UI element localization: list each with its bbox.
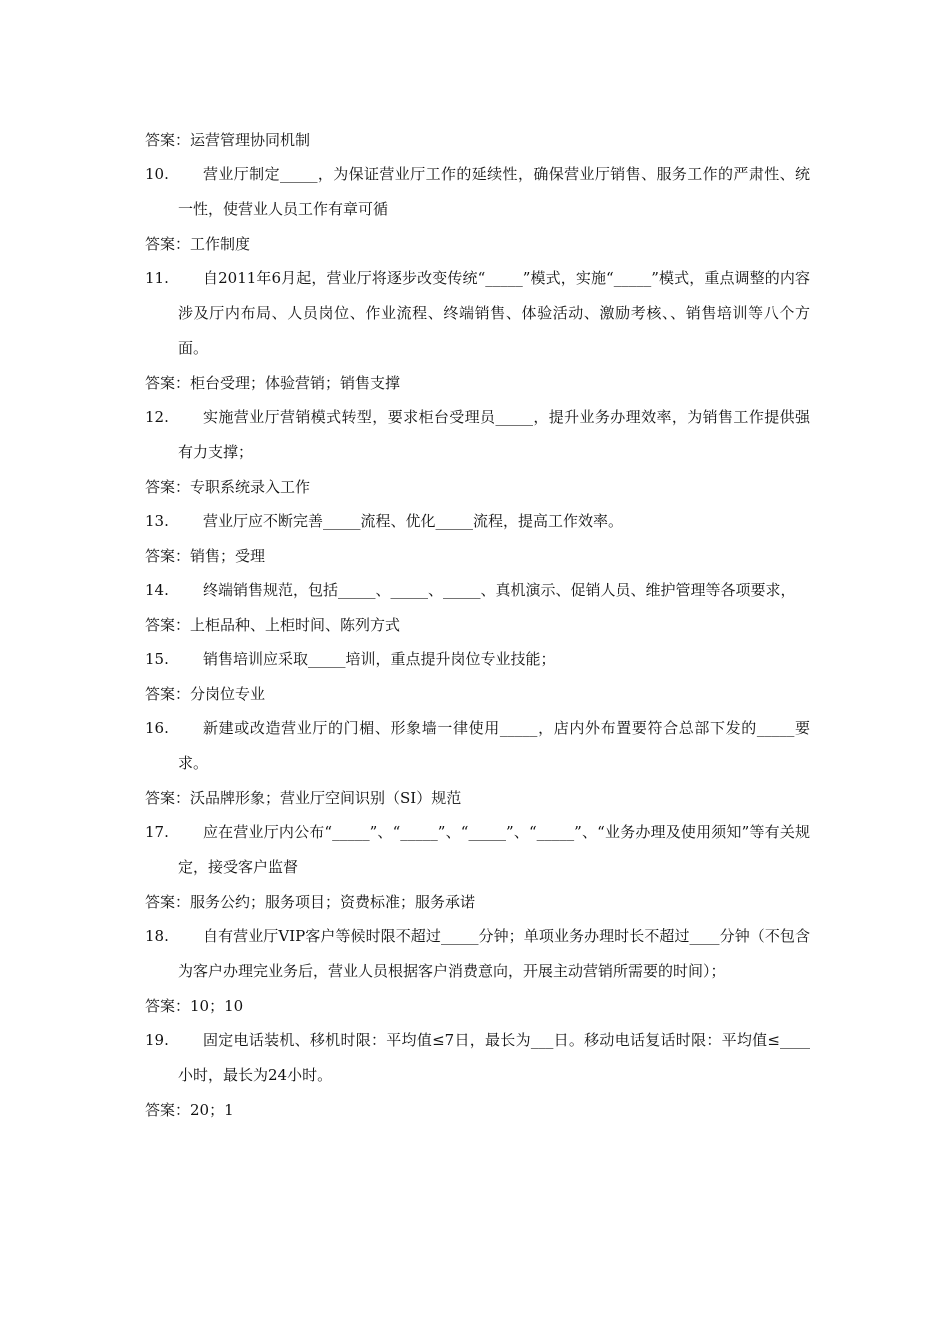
- answer-label: 答案：: [145, 235, 191, 253]
- answer-line: [145, 227, 810, 261]
- answer-text: 10；10: [190, 997, 244, 1015]
- question-number: 10.: [145, 165, 169, 183]
- question-number: 12.: [145, 408, 169, 426]
- answer-line: [145, 366, 810, 400]
- question-item: [145, 400, 810, 470]
- question-item: [145, 157, 810, 227]
- answer-text: 20；1: [190, 1101, 234, 1119]
- answer-line: [145, 989, 810, 1023]
- answer-label: 答案：: [145, 547, 191, 565]
- question-number: 11.: [145, 269, 169, 287]
- answer-text: 销售；受理: [190, 547, 266, 565]
- question-number: 15.: [145, 650, 169, 668]
- answer-text: 工作制度: [190, 235, 251, 253]
- answer-text: 分岗位专业: [190, 685, 266, 703]
- answer-line: [145, 885, 810, 919]
- answer-line: [145, 470, 810, 504]
- question-text: 新建或改造营业厅的门楣、形象墙一律使用_____，店内外布置要符合总部下发的_____要求。: [178, 719, 810, 772]
- question-item: [145, 919, 810, 989]
- document-content: [145, 123, 810, 1127]
- question-text: 固定电话装机、移机时限：平均值≤7日，最长为___日。移动电话复话时限：平均值≤____小时，最长为24小时。: [178, 1031, 810, 1084]
- question-number: 14.: [145, 581, 169, 599]
- question-item: [145, 1023, 810, 1093]
- answer-label: 答案：: [145, 1101, 191, 1119]
- answer-text: 运营管理协同机制: [190, 131, 311, 149]
- question-text: 营业厅制定_____，为保证营业厅工作的延续性，确保营业厅销售、服务工作的严肃性、统一性，使营业人员工作有章可循: [178, 165, 810, 218]
- question-item: [145, 711, 810, 781]
- answer-line: [145, 781, 810, 815]
- answer-label: 答案：: [145, 997, 191, 1015]
- question-text: 实施营业厅营销模式转型，要求柜台受理员_____，提升业务办理效率，为销售工作提供强有力支撑；: [178, 408, 810, 461]
- question-number: 16.: [145, 719, 169, 737]
- answer-line: [145, 1093, 810, 1127]
- answer-label: 答案：: [145, 131, 191, 149]
- question-text: 应在营业厅内公布“_____”、“_____”、“_____”、“_____”、“业务办理及使用须知”等有关规定，接受客户监督: [178, 823, 810, 876]
- answer-text: 柜台受理；体验营销；销售支撑: [190, 374, 401, 392]
- answer-label: 答案：: [145, 616, 191, 634]
- answer-text: 沃品牌形象；营业厅空间识别（SI）规范: [190, 789, 462, 807]
- question-item: [145, 504, 810, 539]
- answer-text: 上柜品种、上柜时间、陈列方式: [190, 616, 401, 634]
- question-item: [145, 573, 810, 608]
- answer-line: [145, 608, 810, 642]
- answer-label: 答案：: [145, 685, 191, 703]
- answer-line: [145, 677, 810, 711]
- question-text: 自2011年6月起，营业厅将逐步改变传统“_____”模式，实施“_____”模式，重点调整的内容涉及厅内布局、人员岗位、作业流程、终端销售、体验活动、激励考核、、销售培训等八个方面。: [178, 269, 810, 357]
- answer-line: [145, 539, 810, 573]
- answer-label: 答案：: [145, 789, 191, 807]
- question-item: [145, 261, 810, 366]
- question-number: 19.: [145, 1031, 169, 1049]
- question-item: [145, 815, 810, 885]
- question-item: [145, 642, 810, 677]
- question-text: 终端销售规范，包括_____、_____、_____、真机演示、促销人员、维护管理等各项要求，: [203, 581, 796, 599]
- question-number: 17.: [145, 823, 169, 841]
- answer-text: 专职系统录入工作: [190, 478, 311, 496]
- question-text: 自有营业厅VIP客户等候时限不超过_____分钟；单项业务办理时长不超过____分钟（不包含为客户办理完业务后，营业人员根据客户消费意向，开展主动营销所需要的时间）；: [178, 927, 810, 980]
- question-number: 13.: [145, 512, 169, 530]
- answer-label: 答案：: [145, 478, 191, 496]
- question-text: 销售培训应采取_____培训，重点提升岗位专业技能；: [203, 650, 556, 668]
- question-text: 营业厅应不断完善_____流程、优化_____流程，提高工作效率。: [203, 512, 624, 530]
- answer-text: 服务公约；服务项目；资费标准；服务承诺: [190, 893, 476, 911]
- question-number: 18.: [145, 927, 169, 945]
- answer-line: [145, 123, 810, 157]
- answer-label: 答案：: [145, 374, 191, 392]
- answer-label: 答案：: [145, 893, 191, 911]
